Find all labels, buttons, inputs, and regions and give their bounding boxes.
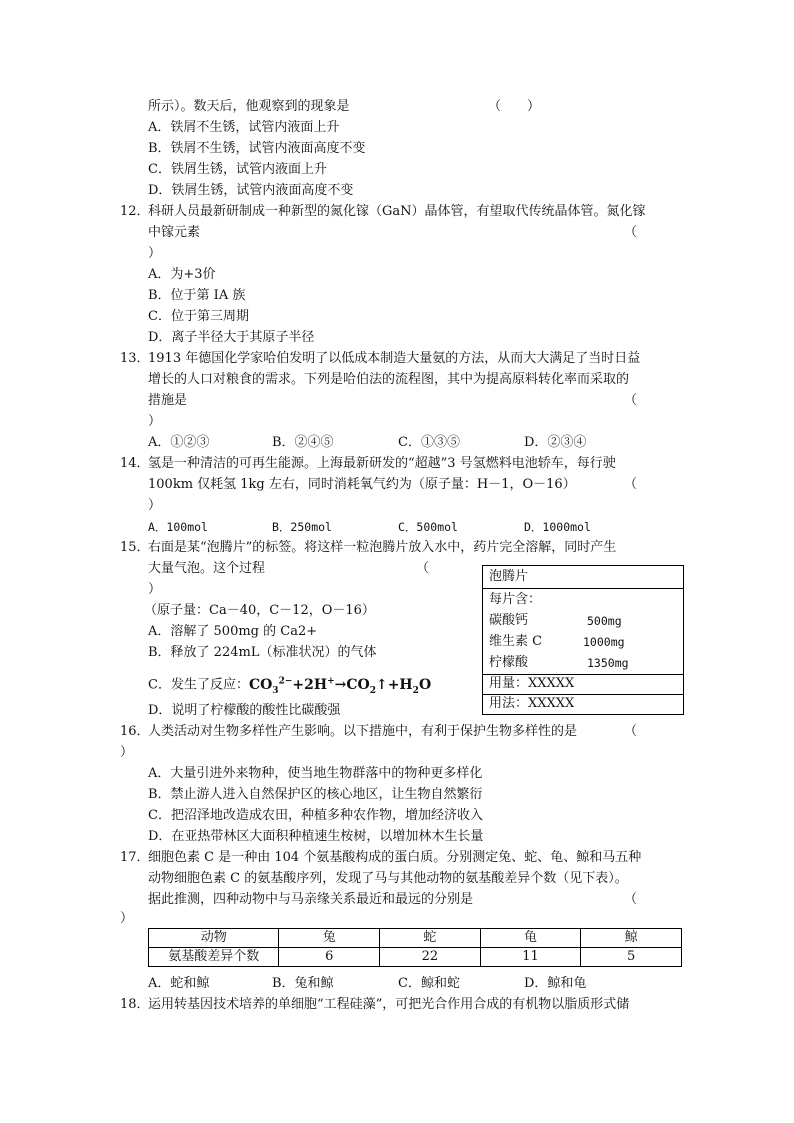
q15-number: 15． [120, 540, 150, 555]
table-cell: 11 [480, 948, 581, 967]
q16-option-d: D．在亚热带林区大面积种植速生桉树，以增加林木生长量 [148, 829, 484, 844]
table-header-cell: 龟 [480, 929, 581, 948]
label-item-name: 柠檬酸 [489, 655, 529, 670]
q18-number: 18． [120, 997, 150, 1012]
q12-stem-line1: 科研人员最新研制成一种新型的氮化镓（GaN）晶体管，有望取代传统晶体管。氮化镓 [148, 204, 646, 219]
q14-option-c: C．500mol [398, 520, 458, 534]
q15-option-b: B．释放了 224mL（标准状况）的气体 [148, 645, 377, 660]
q17-number: 17． [120, 850, 150, 865]
reaction-equation: $CO_3^{2-}+2H^+\to CO_2↑+H_2O$ [248, 676, 432, 696]
q11-option-b: B．铁屑不生锈，试管内液面高度不变 [148, 141, 366, 156]
amino-acid-difference-table [148, 928, 682, 967]
q13-option-a: A．①②③ [148, 435, 210, 450]
q16-option-c: C．把沼泽地改造成农田，种植多种农作物，增加经济收入 [148, 808, 483, 823]
q17-option-d: D．鲸和龟 [524, 976, 587, 991]
q13-paren-close: ） [148, 414, 162, 429]
q12-option-b: B．位于第 IA 族 [148, 288, 246, 303]
q14-option-b: B．250mol [272, 520, 332, 534]
q11-option-d: D．铁屑生锈，试管内液面高度不变 [148, 183, 354, 198]
label-item-value: 500mg [587, 614, 622, 628]
q16-number: 16． [120, 724, 150, 739]
q13-stem-line2: 增长的人口对粮食的需求。下列是哈伯法的流程图，其中为提高原料转化率而采取的 [148, 372, 630, 387]
q17-stem-line1: 细胞色素 C 是一种由 104 个氨基酸构成的蛋白质。分别测定兔、蛇、龟、鲸和马五种 [148, 850, 642, 865]
q17-option-c: C．鲸和蛇 [398, 976, 460, 991]
q13-paren-open: （ [624, 393, 638, 408]
q12-option-d: D．离子半径大于其原子半径 [148, 330, 315, 345]
q12-number: 12． [120, 204, 150, 219]
table-header-cell: 蛇 [380, 929, 481, 948]
table-header-cell: 动物 [149, 929, 279, 948]
label-usage: 用法：XXXXX [489, 696, 575, 711]
q11-stem: 所示）。数天后，他观察到的现象是 [148, 99, 350, 114]
q12-paren-open: （ [624, 225, 638, 240]
q15-option-d: D．说明了柠檬酸的酸性比碳酸强 [148, 703, 341, 718]
q13-option-c: C．①③⑤ [398, 435, 460, 450]
q15-option-c [148, 672, 431, 699]
q13-option-b: B．②④⑤ [272, 435, 334, 450]
label-divider [483, 588, 683, 589]
q17-stem-line2: 动物细胞色素 C 的氨基酸序列，发现了马与其他动物的氨基酸差异个数（见下表）。 [148, 871, 628, 886]
q15-stem-line2: 大量气泡。这个过程 [148, 561, 266, 576]
q13-number: 13． [120, 351, 150, 366]
q15-option-c-prefix: C．发生了反应： [148, 677, 249, 693]
table-cell: 6 [279, 948, 380, 967]
q17-stem-line3: 据此推测，四种动物中与马亲缘关系最近和最远的分别是 [148, 892, 474, 907]
q16-paren-open: （ [624, 724, 638, 739]
label-item-name: 碳酸钙 [489, 613, 529, 628]
effervescent-label-box [482, 565, 684, 715]
q14-option-d: D．1000mol [524, 520, 591, 534]
q12-paren-close: ） [148, 246, 162, 261]
q18-stem-line1: 运用转基因技术培养的单细胞“工程硅藻”，可把光合作用合成的有机物以脂质形式储 [148, 997, 630, 1012]
q16-paren-close: ） [120, 745, 134, 760]
table-header-cell: 兔 [279, 929, 380, 948]
q13-stem-line1: 1913 年德国化学家哈伯发明了以低成本制造大量氨的方法，从而大大满足了当时日益 [148, 351, 641, 366]
q11-option-a: A．铁屑不生锈，试管内液面上升 [148, 120, 340, 135]
label-item-value: 1000mg [583, 635, 625, 649]
q12-option-c: C．位于第三周期 [148, 309, 249, 324]
q14-number: 14． [120, 456, 150, 471]
table-row [149, 948, 682, 967]
label-item-value: 1350mg [587, 656, 629, 670]
q13-option-d: D．②③④ [524, 435, 587, 450]
q14-paren-open: （ [624, 477, 638, 492]
table-cell: 5 [581, 948, 682, 967]
label-item-name: 维生素 C [489, 634, 543, 649]
q17-paren-open: （ [624, 892, 638, 907]
q16-option-a: A．大量引进外来物种，使当地生物群落中的物种更多样化 [148, 766, 483, 781]
q17-paren-close: ） [120, 911, 134, 926]
q15-paren-close: ） [148, 582, 162, 597]
table-header-row [149, 929, 682, 948]
q16-option-b: B．禁止游人进入自然保护区的核心地区，让生物自然繁衍 [148, 787, 483, 802]
q15-paren-open: （ [416, 561, 430, 576]
q11-option-c: C．铁屑生锈，试管内液面上升 [148, 162, 327, 177]
q11-answer-paren: （ ） [488, 99, 541, 114]
label-dosage: 用量：XXXXX [489, 676, 575, 691]
table-header-cell: 鲸 [581, 929, 682, 948]
q14-paren-close: ） [148, 498, 162, 513]
q14-option-a: A．100mol [148, 520, 208, 534]
q16-stem-line1: 人类活动对生物多样性产生影响。以下措施中，有利于保护生物多样性的是 [148, 724, 578, 739]
q15-option-a: A．溶解了 500mg 的 Ca2+ [148, 624, 318, 639]
q15-atomic-mass-note: （原子量：Ca－40，C－12，O－16） [144, 603, 375, 618]
q12-option-a: A．为+3价 [148, 267, 216, 282]
table-cell: 氨基酸差异个数 [149, 948, 279, 967]
table-cell: 22 [380, 948, 481, 967]
q12-stem-line2: 中镓元素 [148, 225, 201, 240]
q14-stem-line1: 氢是一种清洁的可再生能源。上海最新研发的“超越”3 号氢燃料电池轿车，每行驶 [148, 456, 616, 471]
q15-stem-line1: 右面是某“泡腾片”的标签。将这样一粒泡腾片放入水中，药片完全溶解，同时产生 [148, 540, 617, 555]
q17-option-b: B．兔和鲸 [272, 976, 334, 991]
q17-option-a: A．蛇和鲸 [148, 976, 210, 991]
label-contains: 每片含： [489, 592, 542, 607]
label-title: 泡腾片 [489, 569, 529, 584]
q13-stem-line3: 措施是 [148, 393, 188, 408]
q14-stem-line2: 100km 仅耗氢 1kg 左右，同时消耗氧气约为（原子量：H－1，O－16） [148, 477, 576, 492]
